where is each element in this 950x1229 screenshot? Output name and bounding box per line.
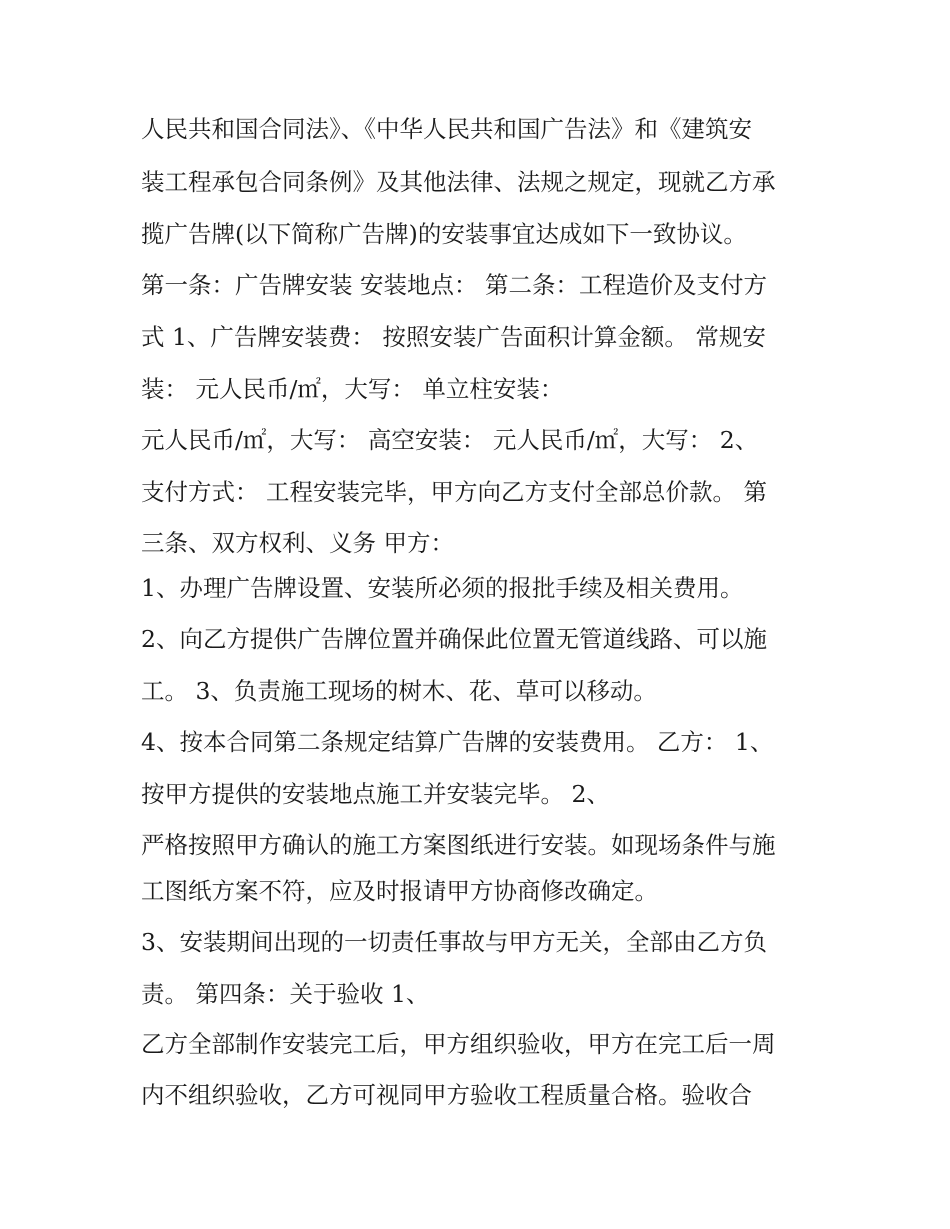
text-line: 元人民币/㎡，大写： 高空安装： 元人民币/㎡，大写： 2、 <box>141 426 759 454</box>
text-line: 装工程承包合同条例》及其他法律、法规之规定，现就乙方承 <box>141 168 776 196</box>
text-line: 内不组织验收，乙方可视同甲方验收工程质量合格。验收合 <box>141 1081 752 1109</box>
text-line: 第一条：广告牌安装 安装地点： 第二条：工程造价及支付方 <box>141 271 767 299</box>
text-line: 支付方式： 工程安装完毕，甲方向乙方支付全部总价款。 第 <box>141 478 767 506</box>
text-line: 4、按本合同第二条规定结算广告牌的安装费用。 乙方： 1、 <box>141 728 774 756</box>
text-line: 工。 3、负责施工现场的树木、花、草可以移动。 <box>141 677 657 705</box>
text-line: 严格按照甲方确认的施工方案图纸进行安装。如现场条件与施 <box>141 831 776 859</box>
text-line: 2、向乙方提供广告牌位置并确保此位置无管道线路、可以施 <box>141 625 767 653</box>
text-line: 揽广告牌(以下简称广告牌)的安装事宜达成如下一致协议。 <box>141 220 747 248</box>
text-line: 3、安装期间出现的一切责任事故与甲方无关，全部由乙方负 <box>141 928 767 956</box>
text-line: 按甲方提供的安装地点施工并安装完毕。 2、 <box>141 780 610 808</box>
text-line: 装： 元人民币/㎡，大写： 单立柱安装： <box>141 375 564 403</box>
text-line: 人民共和国合同法》、《中华人民共和国广告法》和《建筑安 <box>141 115 752 143</box>
text-line: 三条、双方权利、义务 甲方： <box>141 529 454 557</box>
text-line: 责。 第四条：关于验收 1、 <box>141 980 430 1008</box>
text-line: 1、办理广告牌设置、安装所必须的报批手续及相关费用。 <box>141 574 744 602</box>
text-line: 工图纸方案不符，应及时报请甲方协商修改确定。 <box>141 877 658 905</box>
text-line: 乙方全部制作安装完工后，甲方组织验收，甲方在完工后一周 <box>141 1030 776 1058</box>
text-line: 式 1、广告牌安装费： 按照安装广告面积计算金额。 常规安 <box>141 323 766 351</box>
